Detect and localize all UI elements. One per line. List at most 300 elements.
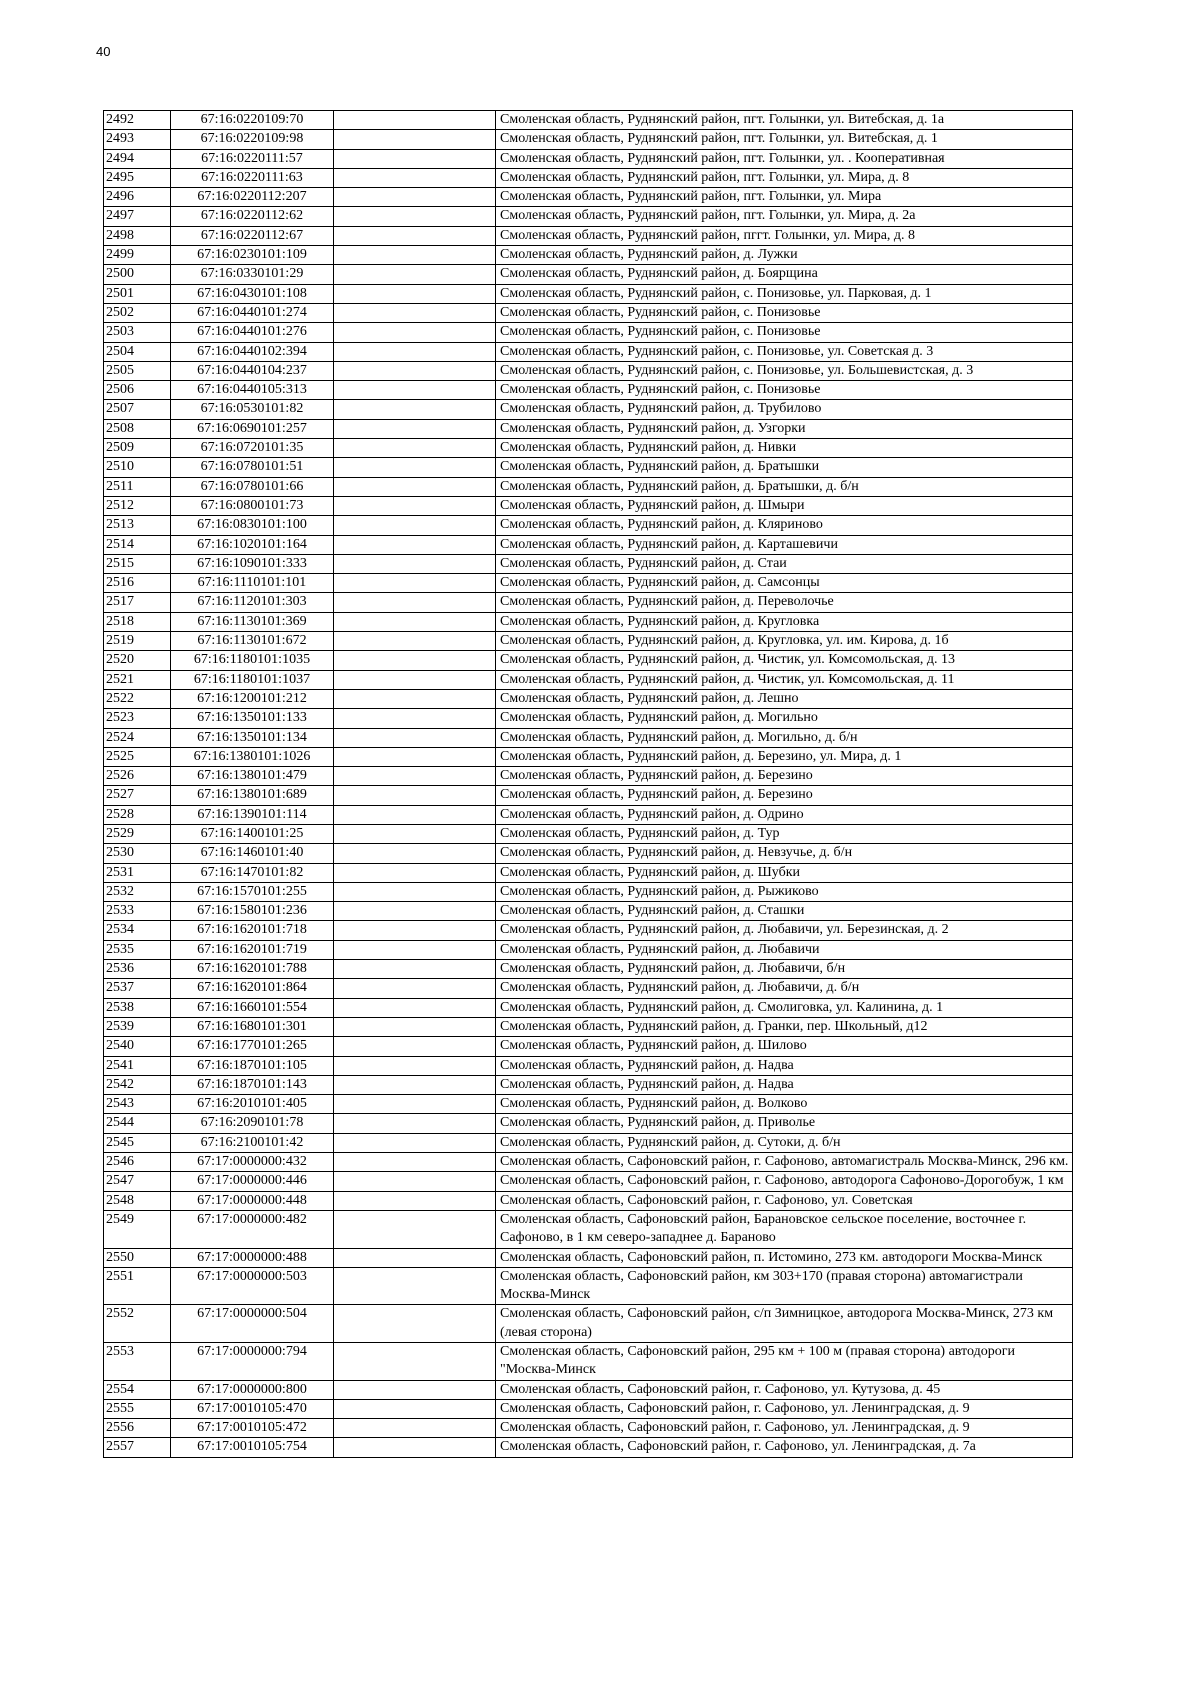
address: Смоленская область, Руднянский район, д. Братышки [496, 458, 1073, 477]
address: Смоленская область, Руднянский район, д. Шилово [496, 1037, 1073, 1056]
row-number: 2547 [104, 1172, 171, 1191]
address: Смоленская область, Руднянский район, д. Самсонцы [496, 574, 1073, 593]
cadastral-number: 67:16:0440101:276 [171, 323, 334, 342]
address: Смоленская область, Руднянский район, д. Любавичи [496, 940, 1073, 959]
address: Смоленская область, Руднянский район, д. Кругловка, ул. им. Кирова, д. 1б [496, 632, 1073, 651]
cadastral-number: 67:17:0000000:448 [171, 1191, 334, 1210]
cadastral-number: 67:17:0010105:472 [171, 1419, 334, 1438]
empty-cell [334, 323, 496, 342]
table-row [104, 323, 1073, 342]
table-row [104, 226, 1073, 245]
address: Смоленская область, Руднянский район, д. Могильно, д. б/н [496, 728, 1073, 747]
address: Смоленская область, Руднянский район, д. Шубки [496, 863, 1073, 882]
address: Смоленская область, Сафоновский район, с/п Зимницкое, автодорога Москва-Минск, 273 км (левая сторона) [496, 1305, 1073, 1343]
empty-cell [334, 593, 496, 612]
empty-cell [334, 188, 496, 207]
empty-cell [334, 1037, 496, 1056]
address: Смоленская область, Руднянский район, д. Нивки [496, 439, 1073, 458]
empty-cell [334, 1210, 496, 1248]
table-row [104, 1075, 1073, 1094]
row-number: 2548 [104, 1191, 171, 1210]
row-number: 2528 [104, 805, 171, 824]
row-number: 2518 [104, 612, 171, 631]
cadastral-number: 67:16:1110101:101 [171, 574, 334, 593]
cadastral-number: 67:17:0000000:482 [171, 1210, 334, 1248]
empty-cell [334, 902, 496, 921]
row-number: 2521 [104, 670, 171, 689]
row-number: 2502 [104, 303, 171, 322]
table-row [104, 246, 1073, 265]
row-number: 2501 [104, 284, 171, 303]
cadastral-number: 67:17:0010105:754 [171, 1438, 334, 1457]
empty-cell [334, 1380, 496, 1399]
row-number: 2534 [104, 921, 171, 940]
row-number: 2506 [104, 381, 171, 400]
cadastral-number: 67:16:1380101:479 [171, 767, 334, 786]
address: Смоленская область, Руднянский район, д. Надва [496, 1075, 1073, 1094]
cadastral-number: 67:17:0000000:800 [171, 1380, 334, 1399]
row-number: 2515 [104, 554, 171, 573]
empty-cell [334, 844, 496, 863]
cadastral-number: 67:16:1620101:719 [171, 940, 334, 959]
address: Смоленская область, Руднянский район, пгт. Голынки, ул. Мира [496, 188, 1073, 207]
row-number: 2551 [104, 1267, 171, 1305]
row-number: 2557 [104, 1438, 171, 1457]
cadastral-number: 67:16:1200101:212 [171, 689, 334, 708]
page-number: 40 [96, 44, 111, 59]
cadastral-number: 67:16:0230101:109 [171, 246, 334, 265]
empty-cell [334, 477, 496, 496]
row-number: 2535 [104, 940, 171, 959]
address: Смоленская область, Руднянский район, пгт. Голынки, ул. Витебская, д. 1 [496, 130, 1073, 149]
empty-cell [334, 824, 496, 843]
table-row [104, 496, 1073, 515]
empty-cell [334, 535, 496, 554]
table-row [104, 303, 1073, 322]
table-row [104, 1248, 1073, 1267]
cadastral-number: 67:16:1580101:236 [171, 902, 334, 921]
address: Смоленская область, Руднянский район, д. Березино, ул. Мира, д. 1 [496, 747, 1073, 766]
cadastral-number: 67:16:1350101:133 [171, 709, 334, 728]
cadastral-number: 67:16:0220109:70 [171, 111, 334, 130]
address: Смоленская область, Руднянский район, д. Переволочье [496, 593, 1073, 612]
cadastral-number: 67:16:1130101:672 [171, 632, 334, 651]
table-row [104, 960, 1073, 979]
row-number: 2552 [104, 1305, 171, 1343]
cadastral-number: 67:16:0220111:63 [171, 168, 334, 187]
address: Смоленская область, Сафоновский район, г. Сафоново, ул. Ленинградская, д. 7а [496, 1438, 1073, 1457]
table-row [104, 1305, 1073, 1343]
empty-cell [334, 439, 496, 458]
table-row [104, 477, 1073, 496]
cadastral-number: 67:16:0440105:313 [171, 381, 334, 400]
table-row [104, 265, 1073, 284]
empty-cell [334, 651, 496, 670]
cadastral-number: 67:17:0000000:504 [171, 1305, 334, 1343]
row-number: 2538 [104, 998, 171, 1017]
address: Смоленская область, Руднянский район, д. Невзучье, д. б/н [496, 844, 1073, 863]
empty-cell [334, 1017, 496, 1036]
empty-cell [334, 207, 496, 226]
row-number: 2510 [104, 458, 171, 477]
row-number: 2546 [104, 1153, 171, 1172]
empty-cell [334, 1095, 496, 1114]
cadastral-number: 67:16:1680101:301 [171, 1017, 334, 1036]
cadastral-number: 67:16:0220111:57 [171, 149, 334, 168]
row-number: 2549 [104, 1210, 171, 1248]
row-number: 2544 [104, 1114, 171, 1133]
address: Смоленская область, Руднянский район, пгт. Голынки, ул. . Кооперативная [496, 149, 1073, 168]
cadastral-number: 67:17:0000000:488 [171, 1248, 334, 1267]
row-number: 2507 [104, 400, 171, 419]
table-row [104, 1419, 1073, 1438]
table-row [104, 1210, 1073, 1248]
cadastral-number: 67:17:0000000:446 [171, 1172, 334, 1191]
row-number: 2495 [104, 168, 171, 187]
address: Смоленская область, Руднянский район, д. Узгорки [496, 419, 1073, 438]
address: Смоленская область, Руднянский район, д. Гранки, пер. Школьный, д12 [496, 1017, 1073, 1036]
address: Смоленская область, Руднянский район, д. Березино [496, 786, 1073, 805]
table-row [104, 188, 1073, 207]
row-number: 2536 [104, 960, 171, 979]
table-row [104, 1438, 1073, 1457]
row-number: 2553 [104, 1343, 171, 1381]
table-row [104, 1153, 1073, 1172]
cadastral-number: 67:16:1180101:1035 [171, 651, 334, 670]
empty-cell [334, 400, 496, 419]
row-number: 2522 [104, 689, 171, 708]
empty-cell [334, 130, 496, 149]
table-row [104, 786, 1073, 805]
cadastral-number: 67:16:0780101:51 [171, 458, 334, 477]
cadastral-number: 67:17:0000000:794 [171, 1343, 334, 1381]
address: Смоленская область, Сафоновский район, 295 км + 100 м (правая сторона) автодороги "Москва-Минск [496, 1343, 1073, 1381]
cadastral-number: 67:16:2100101:42 [171, 1133, 334, 1152]
row-number: 2543 [104, 1095, 171, 1114]
address: Смоленская область, Руднянский район, д. Кляриново [496, 516, 1073, 535]
table-row [104, 979, 1073, 998]
empty-cell [334, 1343, 496, 1381]
table-row [104, 1399, 1073, 1418]
cadastral-number: 67:16:0220112:207 [171, 188, 334, 207]
table-row [104, 747, 1073, 766]
address: Смоленская область, Руднянский район, д. Любавичи, б/н [496, 960, 1073, 979]
table-row [104, 998, 1073, 1017]
cadastral-number: 67:16:0220112:67 [171, 226, 334, 245]
address: Смоленская область, Руднянский район, д. Лешно [496, 689, 1073, 708]
table-row [104, 728, 1073, 747]
address: Смоленская область, Руднянский район, д. Березино [496, 767, 1073, 786]
table-row [104, 670, 1073, 689]
table-row [104, 130, 1073, 149]
table-row [104, 767, 1073, 786]
address: Смоленская область, Руднянский район, д. Карташевичи [496, 535, 1073, 554]
empty-cell [334, 361, 496, 380]
row-number: 2532 [104, 882, 171, 901]
row-number: 2554 [104, 1380, 171, 1399]
cadastral-number: 67:16:0440104:237 [171, 361, 334, 380]
empty-cell [334, 728, 496, 747]
table-row [104, 1056, 1073, 1075]
address: Смоленская область, Руднянский район, д. Тур [496, 824, 1073, 843]
empty-cell [334, 342, 496, 361]
empty-cell [334, 1172, 496, 1191]
table-row [104, 554, 1073, 573]
row-number: 2493 [104, 130, 171, 149]
table-row [104, 921, 1073, 940]
address: Смоленская область, Руднянский район, д. Смолиговка, ул. Калинина, д. 1 [496, 998, 1073, 1017]
row-number: 2555 [104, 1399, 171, 1418]
address: Смоленская область, Руднянский район, д. Лужки [496, 246, 1073, 265]
address: Смоленская область, Сафоновский район, км 303+170 (правая сторона) автомагистрали Москва-Минск [496, 1267, 1073, 1305]
table-row [104, 342, 1073, 361]
empty-cell [334, 709, 496, 728]
row-number: 2524 [104, 728, 171, 747]
table-row [104, 1017, 1073, 1036]
empty-cell [334, 1056, 496, 1075]
address: Смоленская область, Руднянский район, с. Понизовье [496, 303, 1073, 322]
row-number: 2492 [104, 111, 171, 130]
empty-cell [334, 1133, 496, 1152]
table-row [104, 882, 1073, 901]
empty-cell [334, 574, 496, 593]
address: Смоленская область, Руднянский район, д. Чистик, ул. Комсомольская, д. 11 [496, 670, 1073, 689]
row-number: 2537 [104, 979, 171, 998]
address: Смоленская область, Руднянский район, с. Понизовье, ул. Парковая, д. 1 [496, 284, 1073, 303]
cadastral-number: 67:16:1350101:134 [171, 728, 334, 747]
empty-cell [334, 747, 496, 766]
empty-cell [334, 612, 496, 631]
table-row [104, 361, 1073, 380]
empty-cell [334, 960, 496, 979]
row-number: 2542 [104, 1075, 171, 1094]
table-row [104, 1191, 1073, 1210]
empty-cell [334, 111, 496, 130]
empty-cell [334, 632, 496, 651]
row-number: 2550 [104, 1248, 171, 1267]
empty-cell [334, 496, 496, 515]
row-number: 2533 [104, 902, 171, 921]
address: Смоленская область, Руднянский район, с. Понизовье [496, 381, 1073, 400]
table-row [104, 805, 1073, 824]
address: Смоленская область, Руднянский район, пгт. Голынки, ул. Витебская, д. 1а [496, 111, 1073, 130]
empty-cell [334, 1114, 496, 1133]
row-number: 2505 [104, 361, 171, 380]
address: Смоленская область, Руднянский район, д. Боярщина [496, 265, 1073, 284]
cadastral-number: 67:16:1090101:333 [171, 554, 334, 573]
empty-cell [334, 1305, 496, 1343]
table-row [104, 439, 1073, 458]
empty-cell [334, 265, 496, 284]
empty-cell [334, 689, 496, 708]
empty-cell [334, 226, 496, 245]
empty-cell [334, 458, 496, 477]
cadastral-number: 67:16:0530101:82 [171, 400, 334, 419]
cadastral-number: 67:16:2010101:405 [171, 1095, 334, 1114]
table-row [104, 632, 1073, 651]
registry-table-body [104, 111, 1073, 1458]
cadastral-number: 67:17:0000000:503 [171, 1267, 334, 1305]
address: Смоленская область, Руднянский район, с. Понизовье, ул. Большевистская, д. 3 [496, 361, 1073, 380]
row-number: 2523 [104, 709, 171, 728]
row-number: 2530 [104, 844, 171, 863]
cadastral-number: 67:16:0720101:35 [171, 439, 334, 458]
cadastral-number: 67:16:0430101:108 [171, 284, 334, 303]
cadastral-number: 67:17:0010105:470 [171, 1399, 334, 1418]
cadastral-number: 67:16:1870101:105 [171, 1056, 334, 1075]
row-number: 2529 [104, 824, 171, 843]
cadastral-number: 67:17:0000000:432 [171, 1153, 334, 1172]
address: Смоленская область, Руднянский район, д. Сутоки, д. б/н [496, 1133, 1073, 1152]
row-number: 2513 [104, 516, 171, 535]
empty-cell [334, 1419, 496, 1438]
table-row [104, 574, 1073, 593]
row-number: 2509 [104, 439, 171, 458]
cadastral-number: 67:16:0830101:100 [171, 516, 334, 535]
empty-cell [334, 149, 496, 168]
empty-cell [334, 554, 496, 573]
cadastral-number: 67:16:1870101:143 [171, 1075, 334, 1094]
cadastral-number: 67:16:1570101:255 [171, 882, 334, 901]
table-row [104, 824, 1073, 843]
row-number: 2541 [104, 1056, 171, 1075]
cadastral-number: 67:16:1620101:788 [171, 960, 334, 979]
table-row [104, 593, 1073, 612]
table-row [104, 149, 1073, 168]
row-number: 2498 [104, 226, 171, 245]
cadastral-number: 67:16:1390101:114 [171, 805, 334, 824]
empty-cell [334, 1438, 496, 1457]
address: Смоленская область, Руднянский район, д. Одрино [496, 805, 1073, 824]
table-row [104, 651, 1073, 670]
empty-cell [334, 882, 496, 901]
address: Смоленская область, Сафоновский район, г. Сафоново, ул. Советская [496, 1191, 1073, 1210]
address: Смоленская область, Сафоновский район, Барановское сельское поселение, восточнее г. Сафоново, в 1 км северо-западнее д. Бараново [496, 1210, 1073, 1248]
row-number: 2496 [104, 188, 171, 207]
cadastral-number: 67:16:1400101:25 [171, 824, 334, 843]
table-row [104, 1172, 1073, 1191]
address: Смоленская область, Руднянский район, д. Шмыри [496, 496, 1073, 515]
table-row [104, 902, 1073, 921]
cadastral-number: 67:16:1620101:718 [171, 921, 334, 940]
address: Смоленская область, Сафоновский район, г. Сафоново, ул. Ленинградская, д. 9 [496, 1419, 1073, 1438]
address: Смоленская область, Сафоновский район, г. Сафоново, ул. Ленинградская, д. 9 [496, 1399, 1073, 1418]
table-row [104, 207, 1073, 226]
table-row [104, 1380, 1073, 1399]
empty-cell [334, 168, 496, 187]
cadastral-number: 67:16:1020101:164 [171, 535, 334, 554]
row-number: 2504 [104, 342, 171, 361]
table-row [104, 1133, 1073, 1152]
empty-cell [334, 979, 496, 998]
table-row [104, 1037, 1073, 1056]
empty-cell [334, 246, 496, 265]
cadastral-number: 67:16:2090101:78 [171, 1114, 334, 1133]
cadastral-number: 67:16:0440101:274 [171, 303, 334, 322]
empty-cell [334, 805, 496, 824]
row-number: 2525 [104, 747, 171, 766]
empty-cell [334, 1248, 496, 1267]
table-row [104, 168, 1073, 187]
empty-cell [334, 303, 496, 322]
table-row [104, 535, 1073, 554]
cadastral-number: 67:16:0800101:73 [171, 496, 334, 515]
empty-cell [334, 921, 496, 940]
address: Смоленская область, Руднянский район, пгт. Голынки, ул. Мира, д. 8 [496, 168, 1073, 187]
address: Смоленская область, Руднянский район, д. Волково [496, 1095, 1073, 1114]
cadastral-number: 67:16:1380101:689 [171, 786, 334, 805]
row-number: 2512 [104, 496, 171, 515]
empty-cell [334, 1191, 496, 1210]
table-row [104, 844, 1073, 863]
address: Смоленская область, Руднянский район, пггт. Голынки, ул. Мира, д. 8 [496, 226, 1073, 245]
table-row [104, 612, 1073, 631]
empty-cell [334, 284, 496, 303]
row-number: 2514 [104, 535, 171, 554]
address: Смоленская область, Сафоновский район, г. Сафоново, автодорога Сафоново-Дорогобуж, 1 км [496, 1172, 1073, 1191]
table-row [104, 516, 1073, 535]
cadastral-number: 67:16:0690101:257 [171, 419, 334, 438]
empty-cell [334, 1399, 496, 1418]
address: Смоленская область, Руднянский район, д. Трубилово [496, 400, 1073, 419]
empty-cell [334, 1153, 496, 1172]
table-row [104, 1267, 1073, 1305]
empty-cell [334, 419, 496, 438]
cadastral-number: 67:16:1770101:265 [171, 1037, 334, 1056]
cadastral-number: 67:16:1380101:1026 [171, 747, 334, 766]
row-number: 2511 [104, 477, 171, 496]
address: Смоленская область, Руднянский район, д. Любавичи, ул. Березинская, д. 2 [496, 921, 1073, 940]
cadastral-number: 67:16:1130101:369 [171, 612, 334, 631]
row-number: 2500 [104, 265, 171, 284]
empty-cell [334, 1267, 496, 1305]
row-number: 2526 [104, 767, 171, 786]
address: Смоленская область, Сафоновский район, г. Сафоново, ул. Кутузова, д. 45 [496, 1380, 1073, 1399]
empty-cell [334, 940, 496, 959]
row-number: 2545 [104, 1133, 171, 1152]
address: Смоленская область, Руднянский район, д. Кругловка [496, 612, 1073, 631]
registry-table [103, 110, 1073, 1458]
address: Смоленская область, Руднянский район, с. Понизовье [496, 323, 1073, 342]
empty-cell [334, 998, 496, 1017]
cadastral-number: 67:16:1180101:1037 [171, 670, 334, 689]
cadastral-number: 67:16:1470101:82 [171, 863, 334, 882]
address: Смоленская область, Руднянский район, д. Сташки [496, 902, 1073, 921]
empty-cell [334, 381, 496, 400]
table-row [104, 689, 1073, 708]
row-number: 2494 [104, 149, 171, 168]
empty-cell [334, 767, 496, 786]
address: Смоленская область, Руднянский район, д. Рыжиково [496, 882, 1073, 901]
address: Смоленская область, Руднянский район, д. Приволье [496, 1114, 1073, 1133]
empty-cell [334, 670, 496, 689]
row-number: 2519 [104, 632, 171, 651]
row-number: 2517 [104, 593, 171, 612]
row-number: 2531 [104, 863, 171, 882]
row-number: 2508 [104, 419, 171, 438]
cadastral-number: 67:16:0780101:66 [171, 477, 334, 496]
row-number: 2520 [104, 651, 171, 670]
address: Смоленская область, Сафоновский район, п. Истомино, 273 км. автодороги Москва-Минск [496, 1248, 1073, 1267]
cadastral-number: 67:16:1120101:303 [171, 593, 334, 612]
row-number: 2556 [104, 1419, 171, 1438]
table-row [104, 419, 1073, 438]
cadastral-number: 67:16:1460101:40 [171, 844, 334, 863]
empty-cell [334, 786, 496, 805]
table-row [104, 940, 1073, 959]
table-row [104, 284, 1073, 303]
table-row [104, 400, 1073, 419]
